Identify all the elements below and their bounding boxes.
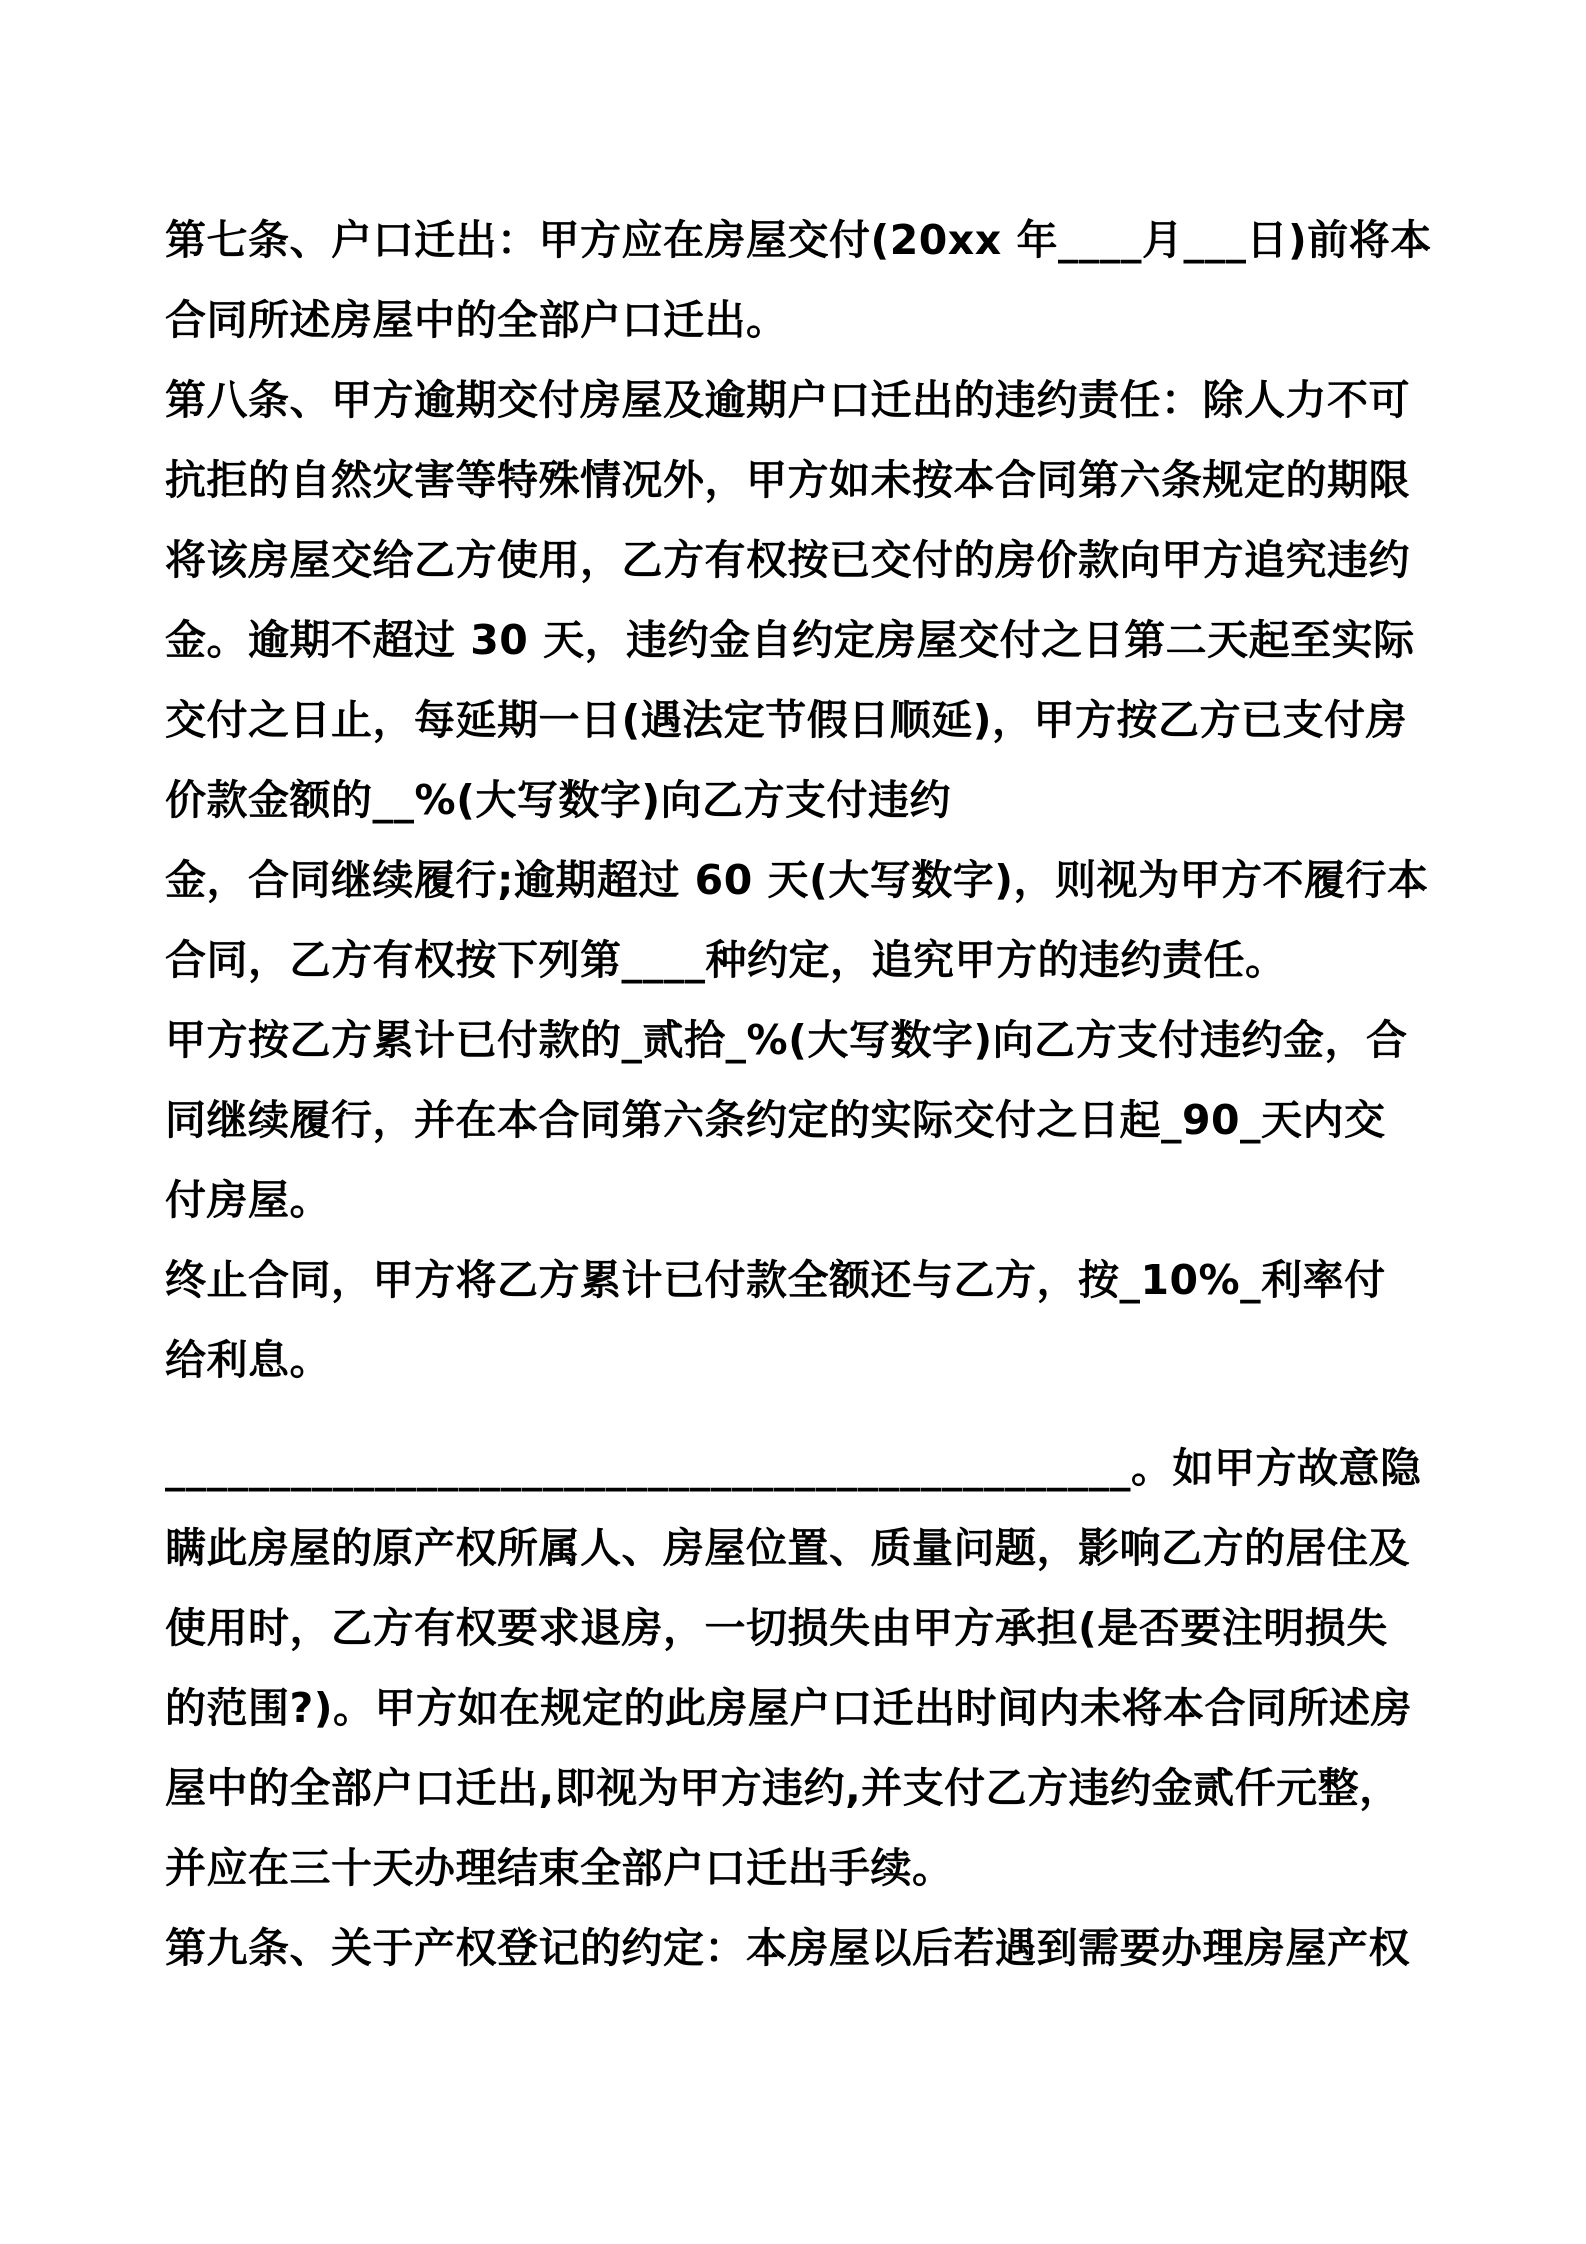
text-line: 抗拒的自然灾害等特殊情况外，甲方如未按本合同第六条规定的期限 — [165, 456, 1410, 504]
text-line: 瞒此房屋的原产权所属人、房屋位置、质量问题，影响乙方的居住及 — [165, 1524, 1410, 1572]
text-line: 金。逾期不超过 30 天，违约金自约定房屋交付之日第二天起至实际 — [165, 616, 1415, 664]
text-line: 付房屋。 — [165, 1176, 331, 1224]
text-line: 第八条、甲方逾期交付房屋及逾期户口迁出的违约责任：除人力不可 — [165, 376, 1410, 424]
text-line: 交付之日止，每延期一日(遇法定节假日顺延)，甲方按乙方已支付房 — [165, 696, 1407, 744]
text-line: 第七条、户口迁出：甲方应在房屋交付(20xx 年____月___日)前将本 — [165, 216, 1432, 264]
text-line: 将该房屋交给乙方使用，乙方有权按已交付的房价款向甲方追究违约 — [165, 536, 1410, 584]
text-line: 给利息。 — [165, 1336, 331, 1384]
text-line: 同继续履行，并在本合同第六条约定的实际交付之日起_90_天内交 — [165, 1096, 1386, 1144]
text-line: 终止合同，甲方将乙方累计已付款全额还与乙方，按_10%_利率付 — [165, 1256, 1386, 1304]
paragraph-clause-7 — [165, 200, 1446, 360]
paragraph-blank-clause-and-household — [165, 1428, 1446, 1908]
text-line: 价款金额的__%(大写数字)向乙方支付违约 — [165, 776, 952, 824]
document-body — [165, 200, 1446, 1988]
text-line: 合同所述房屋中的全部户口迁出。 — [165, 296, 788, 344]
paragraph-clause-8 — [165, 360, 1446, 1000]
text-line: ______________________________________________。如甲方故意隐 — [165, 1444, 1422, 1492]
text-line: 的范围?)。甲方如在规定的此房屋户口迁出时间内未将本合同所述房 — [165, 1684, 1413, 1732]
text-line: 屋中的全部户口迁出,即视为甲方违约,并支付乙方违约金贰仟元整， — [165, 1764, 1401, 1812]
text-line: 使用时，乙方有权要求退房，一切损失由甲方承担(是否要注明损失 — [165, 1604, 1388, 1652]
text-line: 并应在三十天办理结束全部户口迁出手续。 — [165, 1844, 954, 1892]
paragraph-breach-option-2 — [165, 1240, 1446, 1400]
text-line: 甲方按乙方累计已付款的_贰拾_%(大写数字)向乙方支付违约金，合 — [165, 1016, 1408, 1064]
text-line: 第九条、关于产权登记的约定：本房屋以后若遇到需要办理房屋产权 — [165, 1924, 1410, 1972]
paragraph-clause-9 — [165, 1908, 1446, 1988]
paragraph-breach-option-1 — [165, 1000, 1446, 1240]
text-line: 金，合同继续履行;逾期超过 60 天(大写数字)，则视为甲方不履行本 — [165, 856, 1429, 904]
text-line: 合同，乙方有权按下列第____种约定，追究甲方的违约责任。 — [165, 936, 1287, 984]
